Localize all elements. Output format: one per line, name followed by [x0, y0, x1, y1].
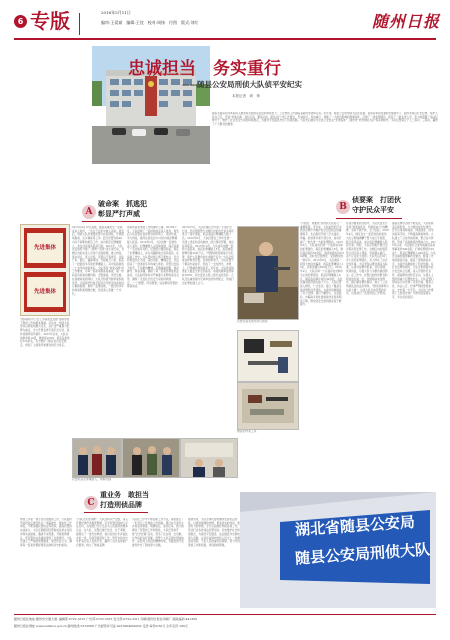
section-b-title-2: 守护民众平安: [352, 206, 394, 214]
section-a-badge: A: [82, 205, 96, 219]
footer-line-2: 随州日报社网址:www.suizhou.gov.cn 新闻热线:3315066 广告经营许可证:4213004000032 定价:每份0.50元 全年定价:180元: [14, 624, 189, 628]
section-c-rule: [84, 512, 148, 513]
headline-title: 忠诚担当 务实重行: [128, 59, 281, 79]
evidence-photo: [237, 330, 299, 382]
section-c-text-col4: 展望未来，大队全体民警将继续发扬优良传统，以更加饱满的热情、更加务实的作风、更加有力的举措，全力以赴做好刑侦各项工作，坚决打击各类违法犯罪活动，切实维护社会和谐稳定，为建设平安随县、法治随县作出新的更大贡献，以优异成绩向党和人民交上一份满意的答卷，不负人民的重托和期望，努力开创刑侦工作新局面，再创新的辉煌。: [188, 518, 240, 547]
section-a-rule: [82, 221, 144, 222]
masthead-rule: [14, 38, 436, 40]
byline: 本报记者 黄 帅: [232, 94, 260, 98]
section-a-text-col4: 2015年5月，大队在辖区内开展了专项打击行动，先后组织警力对辖区内的治安复杂场所进行了集中清查，抓获违法犯罪嫌疑人数十名。2015年8月，大队民警在工作中发现一名网上逃犯的活动轨迹，经过周密部署，成功将其抓获。2015年10月，大队成功侦破一起特大盗窃案，抓获犯罪嫌疑人5名，追回被盗财物价值20余万元。“刑警的职责就是打击犯罪，保护人民群众的生命财产安全。”大队长经常这样教育民警。在他的带领下，大队民警个个都是办案能手，形成了一支拉得出、冲得上、打得赢的刑侦铁军。近年来，大队抓获的逃犯人数在全市名列前茅，命案侦破率始终保持100%，多次受到上级公安机关的表彰。大队还注重加强与兄弟单位的协作配合，形成打击犯罪的强大合力。: [182, 226, 234, 285]
section-c-text-col3: 大队在工作中不断创新工作方法，探索建立了一系列行之有效的工作机制。通过实行案件主办侦查员制度，明确责任，落实任务，极大地调动了民警的工作积极性。大队还坚持开展“比学赶超”活动，营造了比业绩、比贡献、比作风的良好氛围，使整个大队呈现出团结协作、奋发向上的良好精神风貌，为随县的平安建设作出了新的更大贡献。: [132, 518, 184, 547]
crime-scene-caption: 民警在案发现场进行勘查: [237, 320, 268, 323]
interrogation-photo: [180, 438, 238, 478]
section-b-text-col1: “打团伙、侦要案”是刑侦大队的又一重要职责。近年来，大队始终把打击团伙犯罪作为维护社会治安稳定的重要抓手，先后组织开展了打击盗窃、诈骗、抢劫等多类专项行动，成功打掉了一批危害一方的犯罪团伙。2015年6月，大队成功打掉一个盗窃电动车的犯罪团伙，抓获犯罪嫌疑人8名，破获盗窃案件50余起，追回被盗电动车30余辆，及时发还给群众，受到群众的一致好评。2015年9月，大队破获一起特大电信诈骗案，抓获犯罪嫌疑人12名，涉案金额达200余万元。2016年2月，大队打掉一个以盗窃农村耕牛为主的犯罪团伙，抓获犯罪嫌疑人6名，破获盗窃耕牛案件30余起，为农民挽回经济损失数十万元。大队民警深入群众，广泛发动，建立了覆盖全县的情报信息网络，为案件侦破提供了有力支撑。通过不懈努力，全县盗窃、诈骗等多发性侵财案件发案率明显下降，群众的安全感和满意度不断提升。: [300, 222, 344, 307]
footer-rule: [14, 614, 436, 615]
section-b-text-col3: 随着犯罪形态的不断变化，大队积极适应新形势，大力推进信息化建设，充分运用视频侦查、网络侦查、技术侦查等手段，不断提高破案效率。大队建立了合成作战机制，整合各方资源，形成了侦查破案的整体合力。2015年以来，大队通过合成作战破获各类刑事案件300余起，打掉犯罪团伙20余个，抓获犯罪嫌疑人200余名。大队还注重加强刑事技术建设，配备了先进的勘查设备，提高了现场勘查水平，为案件侦破提供了科学依据。在打击犯罪的同时，大队还积极参与社会治安综合治理，深入开展防范宣传，提高群众的防范意识，从源头上预防和减少犯罪的发生。大队民警们用实际行动诠释了对党忠诚、服务人民、执法公正、纪律严明的警察誓言，守护着一方平安。大队的工作得到了上级领导和广大群众的高度认可，多次受到表彰。: [392, 222, 436, 300]
newspaper-logo: 随州日报: [372, 12, 441, 31]
section-a-text-col2: 2015年4月12日凌晨，随县某镇发生一起故意杀人案件，一名女子在家中被人杀害。案发后，刑侦大队迅速组织警力赶赴现场，开展现场勘查、走访调查等工作。经过民警连续48小时不间断的艰苦工作，成功锁定犯罪嫌疑人，并在外省将其抓获归案。2015年，大队先后组织开展了“清网”“追逃”等专项行动，对辖区内的在逃人员进行全面梳理，建立档案，落实责任，逐人攻坚。民警们不畏艰辛，远赴广东、浙江、福建等地，行程数万公里，抓获了一批潜逃多年的犯罪嫌疑人，其中包括潜逃二十余年的命案逃犯。大队坚持“命案必破”的工作要求，对每一起命案都高度重视，第一时间启动命案侦破机制，全警参战，攻坚克难。在侦破命案的同时，大队还积极开展命案积案攻坚，运用现代科技手段对历年积压的命案进行重新梳理，取得了显著成效，一批沉积多年的命案积案相继告破，给受害人家属一个交代。: [72, 226, 124, 296]
section-b-rule: [336, 218, 402, 219]
award-plaque-1: 先进集体: [33, 245, 56, 251]
award-plaque-2: 先进集体: [33, 289, 56, 295]
section-a-text-col1: “推动新时代公安工作高质量发展”是新形势下刑侦工作的根本遵循。近年来，刑侦大队坚持以命案侦破为龙头，以打击严重暴力犯罪为重点，全力开展各类专项打击行动，案件侦破率逐年提升。2015年以来，大队共侦破命案10起，破案率100%，抓获各类逃犯120余名，有力维护了辖区社会治安稳定，得到了上级领导和群众的充分肯定。: [20, 318, 70, 347]
crime-scene-photo: [237, 226, 299, 320]
intro-text: 随着全面深化改革的深入推进和全面依法治县的持续发力，公安刑侦工作面临着新的形势和任务。近年来，随县公安局刑侦大队在县委、县政府和局党委的坚强领导下，始终坚持以打击犯罪、保护人民为己任，坚持“命案必破、逃犯必追、要案必侦、团伙必打”的工作理念，忠诚担当、务实重行，侦破了一大批有影响的刑事案件，打掉了一批犯罪团伙，抓获了一批在逃人员，有力地震慑了违法犯罪分子，维护了社会治安大局的持续稳定，为建设平安随县作出了积极贡献。大队先后被评为全省公安机关“先进集体”、随州市“优秀刑侦大队”等荣誉称号，多名民警荣立个人二等功、三等功，赢得了广大群众的赞誉。: [212, 112, 438, 127]
section-c-text-col2: “打铁还需自身硬”。大队坚持从严治警，深入开展纪律作风教育整顿，引导民警牢固树立宗旨意识，自觉践行全心全意为人民服务的根本宗旨。在大队，民警们敢于担当、甘于奉献，涌现出了一批先进典型。他们有的长年奔波在办案一线，有的带病坚持工作，用汗水和付出守护着全县人民的平安，赢得了社会各界的广泛赞誉，树立了刑侦品牌。: [76, 518, 128, 547]
banner-line-2: 随县公安局刑侦大队: [294, 540, 431, 568]
section-c-badge: C: [84, 496, 98, 510]
page-number-badge: 6: [14, 15, 27, 28]
section-a-text-col3: 命案侦查是刑侦工作的重中之重。2016年1月，大队侦破了一起持枪故意杀人案件，案发后大队民警在县局领导的带领下，连续作战，多方排查，最终在案发后72小时内将犯罪嫌疑人抓获。2016年3月，大队侦破一起抢劫杀人案件，犯罪嫌疑人为获取钱财，残忍杀害了一名出租车司机，民警经过缜密侦查，锁定了犯罪嫌疑人，并在其藏匿地点将其抓获。在追逃工作中，大队坚持网上网下相结合，充分利用信息化手段，深挖线索，精确定位，先后抓获了一批潜逃多年的重大逃犯。民警们发扬不怕苦、不怕累的精神，克服重重困难，昼夜蹲守，跨省追捕，确保了每一起案件都能依法查处。大队始终保持对严重暴力犯罪的高压态势，确保了全县社会治安大局的持续稳定。“一日刑警，终身刑警。”这是刑侦民警的铮铮誓言。: [127, 226, 179, 289]
arrest-photo: [122, 438, 180, 478]
staff-line: 编审:王爱斌 编辑:王忱 校对:周扬 付图 版式:刘红: [101, 20, 199, 25]
building-sign-banner: [240, 492, 436, 608]
section-b-title-1: 侦要案 打团伙: [352, 196, 401, 204]
section-c-title-1: 重业务 敢担当: [100, 491, 149, 499]
section-b-badge: B: [336, 200, 350, 214]
headline-subtitle: ——随县公安局刑侦大队侦平安纪实: [182, 80, 302, 89]
masthead: [0, 0, 450, 45]
section-c-title-2: 打造刑侦品牌: [100, 501, 142, 509]
seized-items-photo: [237, 382, 299, 430]
section-b-photo-caption: 缴获的作案工具: [237, 430, 257, 433]
section-label: 专版: [30, 9, 70, 33]
section-a-title-2: 彰显严打声威: [98, 210, 140, 218]
section-a-title-1: 破命案 抓逃犯: [98, 200, 147, 208]
section-b-text-col2: 在侦办要案的过程中，大队民警充分发扬“特别能吃苦、特别能战斗”的精神，坚持不破不休，全力以赴。2016年4月，辖区发生一起恶性抢劫案件，大队立即抽调精干警力成立专案组，经过连续奋战，成功将犯罪嫌疑人抓获归案。同时，大队还积极开展打击涉黑涉恶犯罪工作，对辖区内的黑恶势力进行深入排查，坚持露头就打，决不让其坐大成势。大队先后打掉了多个涉恶犯罪团伙，有力净化了社会治安环境。大队坚持以群众满意为标准，认真对待群众报案，及时受理，快速侦查，尽最大努力为群众挽回损失。在工作中，民警们始终把群众的利益放在第一位，热情接待来访群众，耐心解答群众疑问，树立了公安刑侦队伍的良好形象。“群众的事再小也是大事”，这是大队全体民警的共识，也是他们一直坚持的工作原则。: [346, 222, 390, 296]
section-a-photo-caption: 民警抓获犯罪嫌疑人，押解回随: [72, 478, 112, 481]
masthead-rule-left: [79, 13, 80, 35]
officers-photo: [72, 438, 122, 478]
footer-line-1: 随州日报社地址:随州市交通大道··编辑部:0722-3315 广告部:0722-3315 发行部:0722-3311 印刷:随州日报社印刷厂 邮政编码:441300: [14, 617, 198, 621]
banner-line-1: 湖北省随县公安局: [294, 512, 416, 540]
award-plaques-photo: [20, 224, 70, 316]
section-c-text-col1: 刑侦工作是一项专业性很强的工作，大队始终坚持把队伍建设作为一项基础性、根本性工作来抓，不断加强民警的业务培训，提高民警的实战能力。大队定期组织民警参加各类业务培训和实战演练，邀请专家授课，开展案例研讨，使民警的业务素质得到了全面提升。大队还建立了严格的管理制度，规范执法行为，确保每一起案件都经得起法律和历史的检验。: [20, 518, 72, 547]
date-line: 2016年5月11日: [101, 10, 131, 15]
